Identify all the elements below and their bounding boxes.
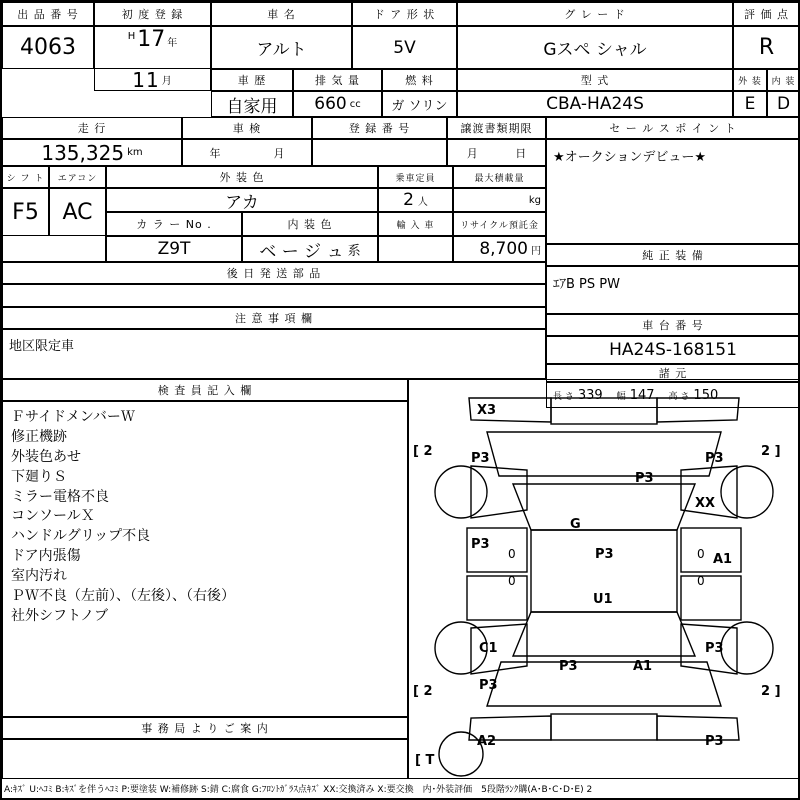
mark-X3: X3 <box>477 403 497 418</box>
interior-color-text: ベ ー ジ ュ <box>259 241 344 262</box>
mark-roof-center: P3 <box>595 547 614 562</box>
mark-center: U1 <box>593 592 613 607</box>
inspector-notes-list <box>3 402 407 627</box>
mark-door-left-front-sub: 0 <box>508 547 516 561</box>
inspector-note-3: 下廻りＳ <box>11 468 67 485</box>
mark-hood-right: P3 <box>705 451 724 466</box>
interior-color-label: 内 装 色 <box>242 212 378 236</box>
max-load-value <box>453 188 546 212</box>
car-name-label: 車 名 <box>211 2 352 26</box>
exterior-grade-label: 外 装 <box>733 69 767 91</box>
exterior-grade-value: E <box>733 91 767 117</box>
notes-label: 注 意 事 項 欄 <box>2 307 546 329</box>
first-registration-era: H <box>127 31 136 42</box>
interior-color-value <box>242 236 378 262</box>
length-value: 339 <box>577 387 603 403</box>
seats-value <box>378 188 453 212</box>
damage-marks-layer <box>409 380 799 778</box>
door-type-value: 5V <box>352 26 457 69</box>
first-registration-month-cell <box>94 69 211 91</box>
transfer-deadline-label: 譲渡書類期限 <box>447 117 546 139</box>
recycle-fee-value <box>453 236 546 262</box>
mark-right-bracket-bottom: 2 ] <box>761 684 781 699</box>
inspector-note-10: 社外シフトノブ <box>11 607 109 624</box>
mileage-unit: km <box>127 147 143 158</box>
mark-right-bracket-top: 2 ] <box>761 444 781 459</box>
mark-rear-right-lower: P3 <box>705 641 724 656</box>
mark-door-right-front: A1 <box>713 552 733 567</box>
transfer-deadline-value <box>447 139 546 166</box>
exterior-color-value: アカ <box>106 188 378 212</box>
office-notice-value <box>2 739 408 779</box>
mark-wheel-left-rear: C1 <box>479 641 498 656</box>
mark-hood-left: P3 <box>471 451 490 466</box>
registration-number-label: 登 録 番 号 <box>312 117 447 139</box>
equipment-value: ｴｱB PS PW <box>546 266 800 314</box>
interior-grade-label: 内 装 <box>767 69 800 91</box>
chassis-number-value: HA24S-168151 <box>546 336 800 364</box>
height-label: 高 さ <box>668 391 690 402</box>
mark-rear-right: A1 <box>633 659 653 674</box>
import-value <box>378 236 453 262</box>
first-registration-label: 初 度 登 録 <box>94 2 211 26</box>
model-code-value: CBA-HA24S <box>457 91 733 117</box>
displacement-label: 排 気 量 <box>293 69 382 91</box>
inspector-note-4: ミラー電格不良 <box>11 488 109 505</box>
later-parts-value <box>2 284 546 307</box>
mark-bumper-rear: A2 <box>477 734 497 749</box>
car-history-value: 自家用 <box>211 91 293 117</box>
mark-bumper-rear-right: P3 <box>705 734 724 749</box>
registration-number-value <box>312 139 447 166</box>
lot-number-value: 4063 <box>2 26 94 69</box>
chassis-number-label: 車 台 番 号 <box>546 314 800 336</box>
recycle-fee-number: 8,700 <box>479 239 528 259</box>
shift-label: シ フ ト <box>2 166 49 188</box>
exterior-color-label: 外 装 色 <box>106 166 378 188</box>
rating-label: 評 価 点 <box>733 2 800 26</box>
office-notice-label: 事 務 局 よ り ご 案 内 <box>2 717 408 739</box>
shift-value: F5 <box>2 188 49 236</box>
seats-number: 2 <box>403 190 414 210</box>
color-number-label: カ ラ ー No . <box>106 212 242 236</box>
inspector-notes-label: 検 査 員 記 入 欄 <box>2 379 408 401</box>
color-number-value: Z9T <box>106 236 242 262</box>
first-registration-month-unit: 月 <box>161 76 173 87</box>
mileage-label: 走 行 <box>2 117 182 139</box>
grade-label: グ レ ー ド <box>457 2 733 26</box>
later-parts-label: 後 日 発 送 部 品 <box>2 262 546 284</box>
dimension-label: 諸 元 <box>546 364 800 382</box>
shaken-value <box>182 139 312 166</box>
mileage-number: 135,325 <box>41 140 125 165</box>
inspector-note-6: ハンドルグリップ不良 <box>11 528 151 545</box>
inspector-note-0: ＦサイドメンバーＷ <box>11 409 135 425</box>
car-history-label: 車 歴 <box>211 69 293 91</box>
mark-rear-left-lower: P3 <box>479 678 498 693</box>
shaken-year-label: 年 <box>209 146 221 160</box>
first-registration-year: 17 <box>137 27 166 52</box>
rating-value: R <box>733 26 800 69</box>
inspector-note-7: ドア内張傷 <box>11 548 81 565</box>
inspector-note-2: 外装色あせ <box>11 448 81 465</box>
car-name-value: アルト <box>211 26 352 69</box>
ac-value: AC <box>49 188 106 236</box>
first-registration-year-unit: 年 <box>167 38 178 49</box>
equipment-label: 純 正 装 備 <box>546 244 800 266</box>
mark-bottom-bracket: [ T <box>415 753 435 768</box>
max-load-label: 最大積載量 <box>453 166 546 188</box>
first-registration-value <box>94 26 211 69</box>
displacement-value <box>293 91 382 117</box>
transfer-month-label: 月 <box>466 146 478 160</box>
interior-color-suffix: 系 <box>347 243 361 259</box>
lot-number-label: 出 品 番 号 <box>2 2 94 26</box>
sales-point-label: セ ー ル ス ポ イ ン ト <box>546 117 800 139</box>
mileage-value <box>2 139 182 166</box>
shaken-month-label: 月 <box>273 146 285 160</box>
fuel-value: ガ ソリン <box>382 91 457 117</box>
mark-door-right-front-sub: 0 <box>697 547 705 561</box>
width-value: 147 <box>629 387 655 403</box>
length-label: 長 さ <box>553 391 574 402</box>
mark-fender-right-xx: XX <box>695 496 716 511</box>
recycle-fee-label: リサイクル預託金 <box>453 212 546 236</box>
first-registration-month: 11 <box>132 69 160 91</box>
inspector-note-1: 修正機跡 <box>11 428 67 445</box>
inspector-note-9: ＰＷ不良（左前）、（左後）、（右後） <box>11 587 235 604</box>
recycle-fee-unit: 円 <box>531 245 541 257</box>
interior-grade-value: D <box>767 91 800 117</box>
inspector-notes-body <box>2 401 408 717</box>
mark-fender-right-upper: P3 <box>635 471 654 486</box>
model-code-label: 型 式 <box>457 69 733 91</box>
mark-left-bracket-top: [ 2 <box>413 444 433 459</box>
mark-door-left-rear-sub: 0 <box>508 574 516 588</box>
door-type-label: ド ア 形 状 <box>352 2 457 26</box>
ac-label: エアコン <box>49 166 106 188</box>
seats-unit: 人 <box>417 196 428 208</box>
import-label: 輸 入 車 <box>378 212 453 236</box>
displacement-number: 660 <box>314 94 347 114</box>
transfer-day-label: 日 <box>515 146 527 160</box>
shift-ac-spacer <box>2 236 106 262</box>
mark-door-left-front: P3 <box>471 537 490 552</box>
inspector-note-5: コンソールＸ <box>11 508 95 525</box>
height-value: 150 <box>693 387 719 403</box>
legend-text: A:ｷｽﾞ U:ﾍｺﾐ B:ｷｽﾞを伴うﾍｺﾐ P:要塗装 W:補修跡 S:錆 C:腐食 G:ﾌﾛﾝﾄｶﾞﾗｽ点ｷｽﾞ XX:交換済み X:要交換 内･外装評価 5段階ﾗﾝｸ購(A･B･C･D･E) 2 <box>4 785 593 795</box>
shaken-label: 車 検 <box>182 117 312 139</box>
displacement-unit: cc <box>349 98 361 110</box>
grade-value: Gスペ シャル <box>457 26 733 69</box>
mark-left-bracket-bottom: [ 2 <box>413 684 433 699</box>
inspector-note-8: 室内汚れ <box>11 568 67 584</box>
mark-door-right-rear-sub: 0 <box>697 574 705 588</box>
width-label: 幅 <box>616 391 626 402</box>
notes-value: 地区限定車 <box>2 329 546 379</box>
damage-diagram-panel <box>408 379 800 779</box>
fuel-label: 燃 料 <box>382 69 457 91</box>
max-load-unit: kg <box>528 194 541 206</box>
mark-roof-left: G <box>570 517 581 532</box>
seats-label: 乗車定員 <box>378 166 453 188</box>
mark-rear-left: P3 <box>559 659 578 674</box>
sales-point-value: ★オークションデビュー★ <box>546 139 800 244</box>
